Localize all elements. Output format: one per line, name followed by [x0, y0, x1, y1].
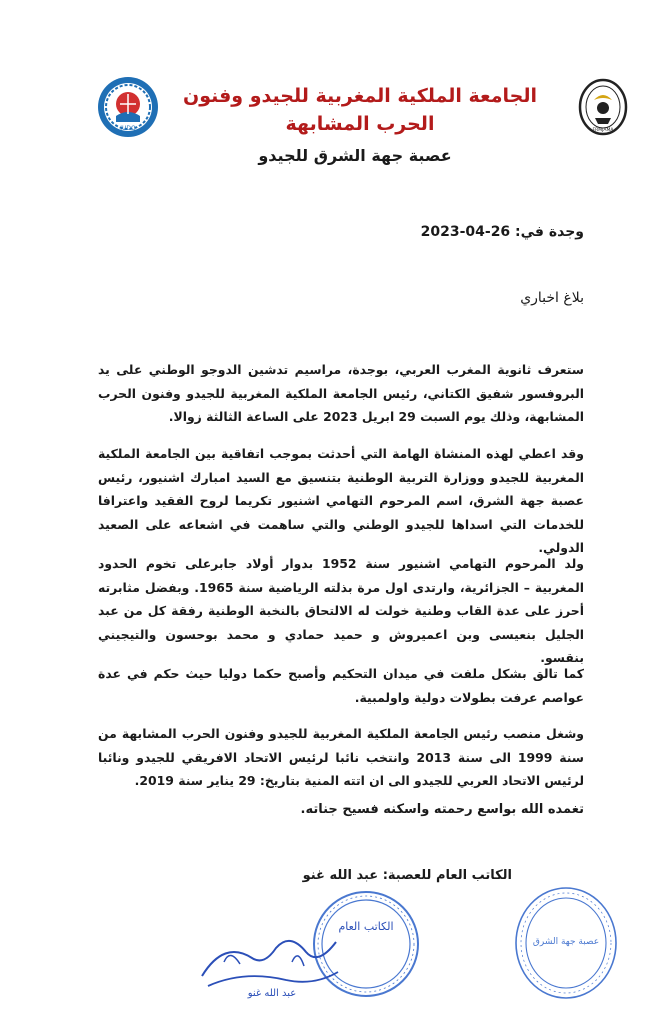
notice-title: بلاغ اخباري	[520, 290, 584, 306]
paragraph-inauguration: ستعرف ثانوية المغرب العربي، بوجدة، مراسيم تدشين الدوجو الوطني على يد البروفسور شفيق الكتاني، رئيس الجامعة الملكية المغربية للجيدو وفنون الحرب المشابهة، وذلك يوم السبت 29 ابريل 2023 على الساعة الثالثة زوالا.	[98, 362, 584, 424]
svg-text:الكاتب العام: الكاتب العام	[338, 920, 394, 933]
paragraph-biography: ولد المرحوم التهامي اشنيور سنة 1952 بدوار أولاد جابرعلى تخوم الحدود المغربية – الجزائرية، وارتدى اول مرة بذلته الرياضية سنة 1965. وبفضل مثابرته أحرز على عدة القاب وطنية خولت له الالتحاق بالنخبة الوطنية رفقة كل من عبد الجليل بنعيسى وبن اعميروش و حميد حمادي و محمد بوحسون والتيجيني بنقسو.	[98, 556, 584, 665]
letter-date: وجدة في: 26-04-2023	[420, 224, 584, 240]
league-stamp	[512, 884, 620, 1002]
paragraph-presidency: وشغل منصب رئيس الجامعة الملكية المغربية للجيدو وفنون الحرب المشابهة من سنة 1999 الى سنة 2013 وانتخب نائبا لرئيس الاتحاد الافريقي للجيدو ونائبا لرئيس الاتحاد العربي للجيدو الى ان اتته المنية بتاريخ: 29 يناير سنة 2019.	[98, 726, 584, 788]
federation-title: الجامعة الملكية المغربية للجيدو وفنون الحرب المشابهة	[182, 85, 537, 135]
svg-text:FRMJAMA: FRMJAMA	[592, 128, 614, 133]
svg-text:عصبة جهة الشرق: عصبة جهة الشرق	[532, 937, 600, 947]
signatory-line: الكاتب العام للعصبة: عبد الله غنو	[302, 868, 512, 883]
svg-text:عبد الله غنو: عبد الله غنو	[247, 988, 297, 999]
judo-league-logo	[96, 74, 160, 140]
handwritten-signature	[194, 918, 344, 1000]
paragraph-naming: وقد اعطي لهذه المنشاة الهامة التي أحدثت بموجب اتفاقية بين الجامعة الملكية المغربية للجيدو ووزارة التربية الوطنية بتنسيق مع السيد امبارك اشنيور، رئيس عصبة جهة الشرق، اسم المرحوم التهامي اشنيور تكريما لروح الفقيد واعترافا للخدمات التي اسداها للجيدو الوطني والتي ساهمت في اشعاعه على الصعيد الدولي.	[98, 446, 584, 555]
svg-text:JUDO: JUDO	[120, 125, 136, 132]
federation-logo	[578, 78, 628, 136]
closing-prayer: تغمده الله بواسع رحمته واسكنه فسيح جناته.	[300, 802, 584, 817]
paragraph-refereeing: كما تالق بشكل ملفت في ميدان التحكيم وأصبح حكما دوليا حيث حكم في عدة عواصم عرفت بطولات دولية واولمبية.	[98, 666, 584, 705]
league-title: عصبة جهة الشرق للجيدو	[258, 146, 452, 165]
